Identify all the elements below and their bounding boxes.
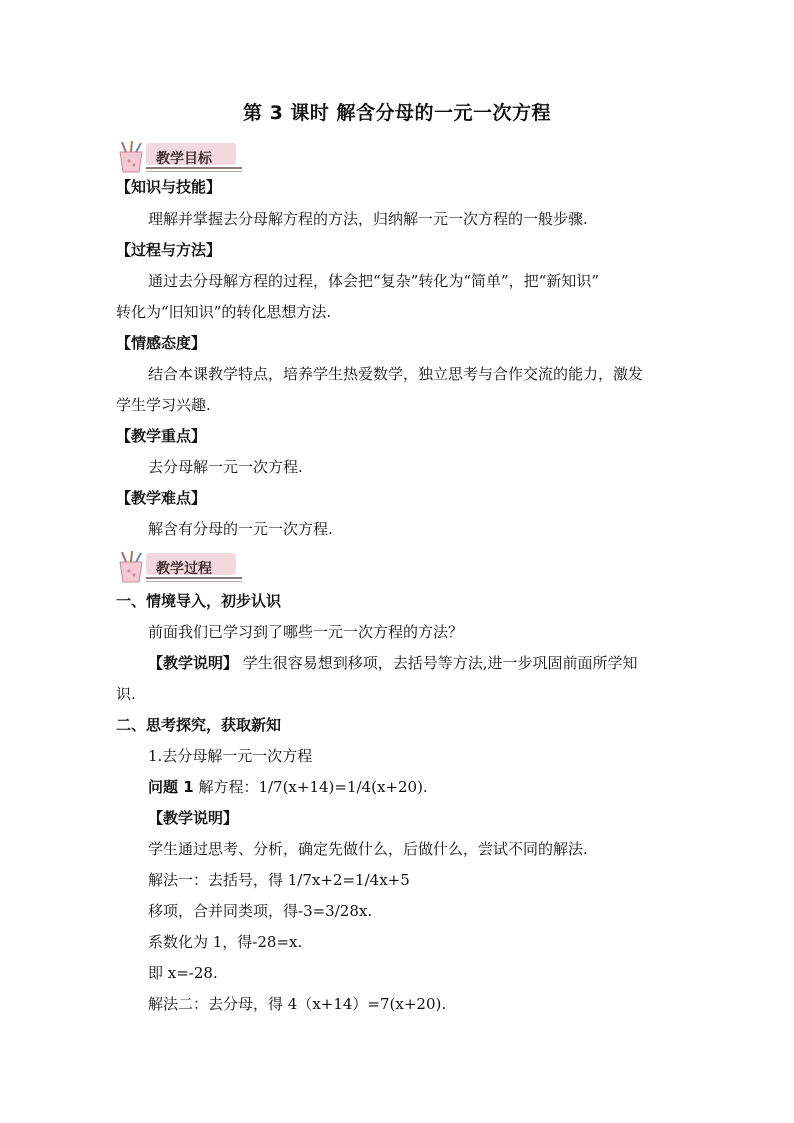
note-heading: 【教学说明】 <box>148 809 239 827</box>
page-title: 第 3 课时 解含分母的一元一次方程 <box>242 102 552 124</box>
banner-underline-thin <box>146 581 242 582</box>
text-difficulty: 解含有分母的一元一次方程. <box>148 520 333 538</box>
text-section-1: 前面我们已学习到了哪些一元一次方程的方法？ <box>148 623 464 641</box>
solution-line-3: 系数化为 1，得-28=x. <box>148 933 303 951</box>
banner-underline <box>146 167 242 169</box>
banner-label: 教学过程 <box>156 561 212 577</box>
banner-underline <box>146 577 242 579</box>
note-text: 学生通过思考、分析，确定先做什么，后做什么，尝试不同的解法. <box>148 840 588 858</box>
solution-line-2: 移项，合并同类项，得-3=3/28x. <box>148 902 373 920</box>
note-section-1-1 <box>148 653 638 673</box>
text-process-method-1: 通过去分母解方程的过程，体会把“复杂”转化为“简单”，把“新知识” <box>148 272 600 290</box>
solution-line-5: 解法二：去分母，得 4（x+14）=7(x+20). <box>148 995 447 1013</box>
banner-underline-thin <box>146 171 242 172</box>
text-process-method-2: 转化为“旧知识”的转化思想方法. <box>116 303 332 321</box>
note-label: 【教学说明】 <box>148 654 239 672</box>
heading-difficulty: 【教学难点】 <box>116 489 207 507</box>
text-attitude-1: 结合本课教学特点，培养学生热爱数学，独立思考与合作交流的能力，激发 <box>148 365 644 383</box>
banner-label: 教学目标 <box>156 151 212 167</box>
heading-section-2: 二、思考探究，获取新知 <box>116 716 282 734</box>
heading-key-point: 【教学重点】 <box>116 427 207 445</box>
note-section-1-2: 识. <box>116 685 136 703</box>
section-banner-process <box>112 550 242 582</box>
text-key-point: 去分母解一元一次方程. <box>148 458 303 476</box>
text-knowledge: 理解并掌握去分母解方程的方法，归纳解一元一次方程的一般步骤. <box>148 210 588 228</box>
heading-section-1: 一、情境导入，初步认识 <box>116 592 282 610</box>
note-body: 学生很容易想到移项，去括号等方法,进一步巩固前面所学知 <box>238 654 638 672</box>
section-banner-goals <box>112 140 242 172</box>
solution-line-4: 即 x=-28. <box>148 964 218 982</box>
solution-line-1: 解法一：去括号，得 1/7x+2=1/4x+5 <box>148 871 410 889</box>
question-body: 解方程：1/7(x+14)=1/4(x+20). <box>193 778 428 796</box>
question-1 <box>148 777 428 797</box>
heading-process-method: 【过程与方法】 <box>116 241 222 259</box>
subheading-1: 1.去分母解一元一次方程 <box>148 747 313 765</box>
text-attitude-2: 学生学习兴趣. <box>116 396 211 414</box>
heading-knowledge: 【知识与技能】 <box>116 178 222 196</box>
heading-attitude: 【情感态度】 <box>116 334 207 352</box>
question-label: 问题 1 <box>148 778 194 796</box>
